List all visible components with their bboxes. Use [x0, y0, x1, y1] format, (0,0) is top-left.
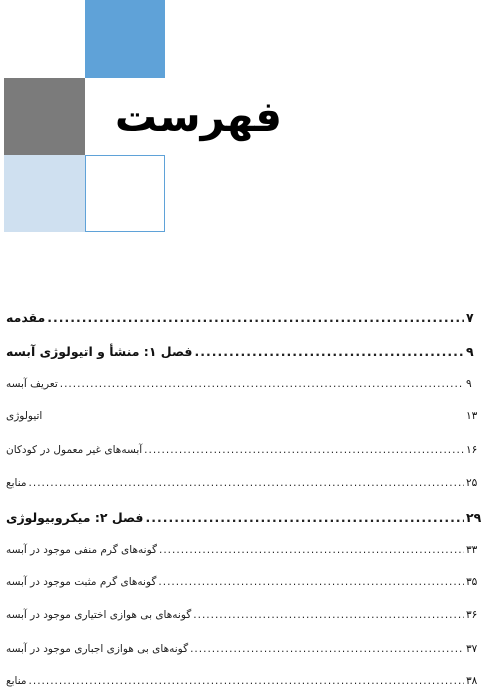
toc-leader-dots	[193, 609, 464, 621]
toc-entry[interactable]	[6, 378, 482, 390]
toc-entry-page: ۳۵	[466, 576, 478, 588]
toc-leader-dots	[159, 544, 464, 556]
toc-entry-label: فصل ۲: میکروبیولوژی	[6, 510, 144, 525]
toc-entry[interactable]	[6, 576, 482, 588]
toc-entry[interactable]	[6, 544, 482, 556]
toc-entry-label: منابع	[6, 477, 27, 489]
toc-entry-page: ۳۸	[466, 675, 478, 687]
toc-entry[interactable]	[6, 410, 482, 422]
toc-entry-label: گونه‌های گرم منفی موجود در آبسه	[6, 544, 157, 556]
toc-leader-dots	[144, 444, 464, 456]
toc-leader-dots	[60, 378, 464, 390]
toc-leader-dots	[145, 510, 464, 525]
decor-square-outline	[85, 155, 165, 232]
toc-leader-dots	[47, 310, 464, 325]
toc-entry-page: ۳۷	[466, 643, 478, 655]
toc-leader-dots	[29, 675, 464, 687]
toc-entry-page: ۱۳	[466, 410, 478, 422]
toc-entry-label: گونه‌های بی هوازی اختیاری موجود در آبسه	[6, 609, 192, 621]
toc-entry[interactable]	[6, 477, 482, 489]
toc-entry-page: ۲۹	[466, 510, 482, 525]
toc-entry-chapter-2[interactable]	[6, 510, 482, 525]
toc-leader-dots	[29, 477, 464, 489]
toc-entry-chapter-1[interactable]	[6, 344, 482, 359]
toc-entry-page: ۹	[466, 344, 474, 359]
toc-entry-introduction[interactable]	[6, 310, 482, 325]
toc-entry-label: اتیولوژی	[6, 410, 43, 422]
toc-entry-page: ۱۶	[466, 444, 478, 456]
toc-entry[interactable]	[6, 609, 482, 621]
toc-entry-label: تعریف آبسه	[6, 378, 58, 390]
toc-entry-page: ۷	[466, 310, 474, 325]
toc-entry[interactable]	[6, 675, 482, 687]
toc-entry-page: ۳۶	[466, 609, 478, 621]
toc-entry-label: فصل ۱: منشأ و اتیولوژی آبسه	[6, 344, 193, 359]
toc-entry-label: منابع	[6, 675, 27, 687]
decor-square-blue	[85, 0, 165, 78]
page-title: فهرست	[114, 92, 282, 141]
toc-leader-dots	[190, 643, 464, 655]
toc-entry[interactable]	[6, 643, 482, 655]
toc-entry-label: مقدمه	[6, 310, 46, 325]
toc-entry-label: گونه‌های گرم مثبت موجود در آبسه	[6, 576, 157, 588]
toc-entry[interactable]	[6, 444, 482, 456]
decor-square-gray	[4, 78, 85, 155]
decor-square-lightblue	[4, 155, 85, 232]
toc-entry-page: ۳۳	[466, 544, 478, 556]
toc-leader-dots	[194, 344, 464, 359]
toc-entry-label: آبسه‌های غیر معمول در کودکان	[6, 444, 143, 456]
toc-entry-page: ۹	[466, 378, 472, 390]
toc-entry-label: گونه‌های بی هوازی اجباری موجود در آبسه	[6, 643, 189, 655]
toc-leader-dots	[158, 576, 464, 588]
toc-entry-page: ۲۵	[466, 477, 478, 489]
